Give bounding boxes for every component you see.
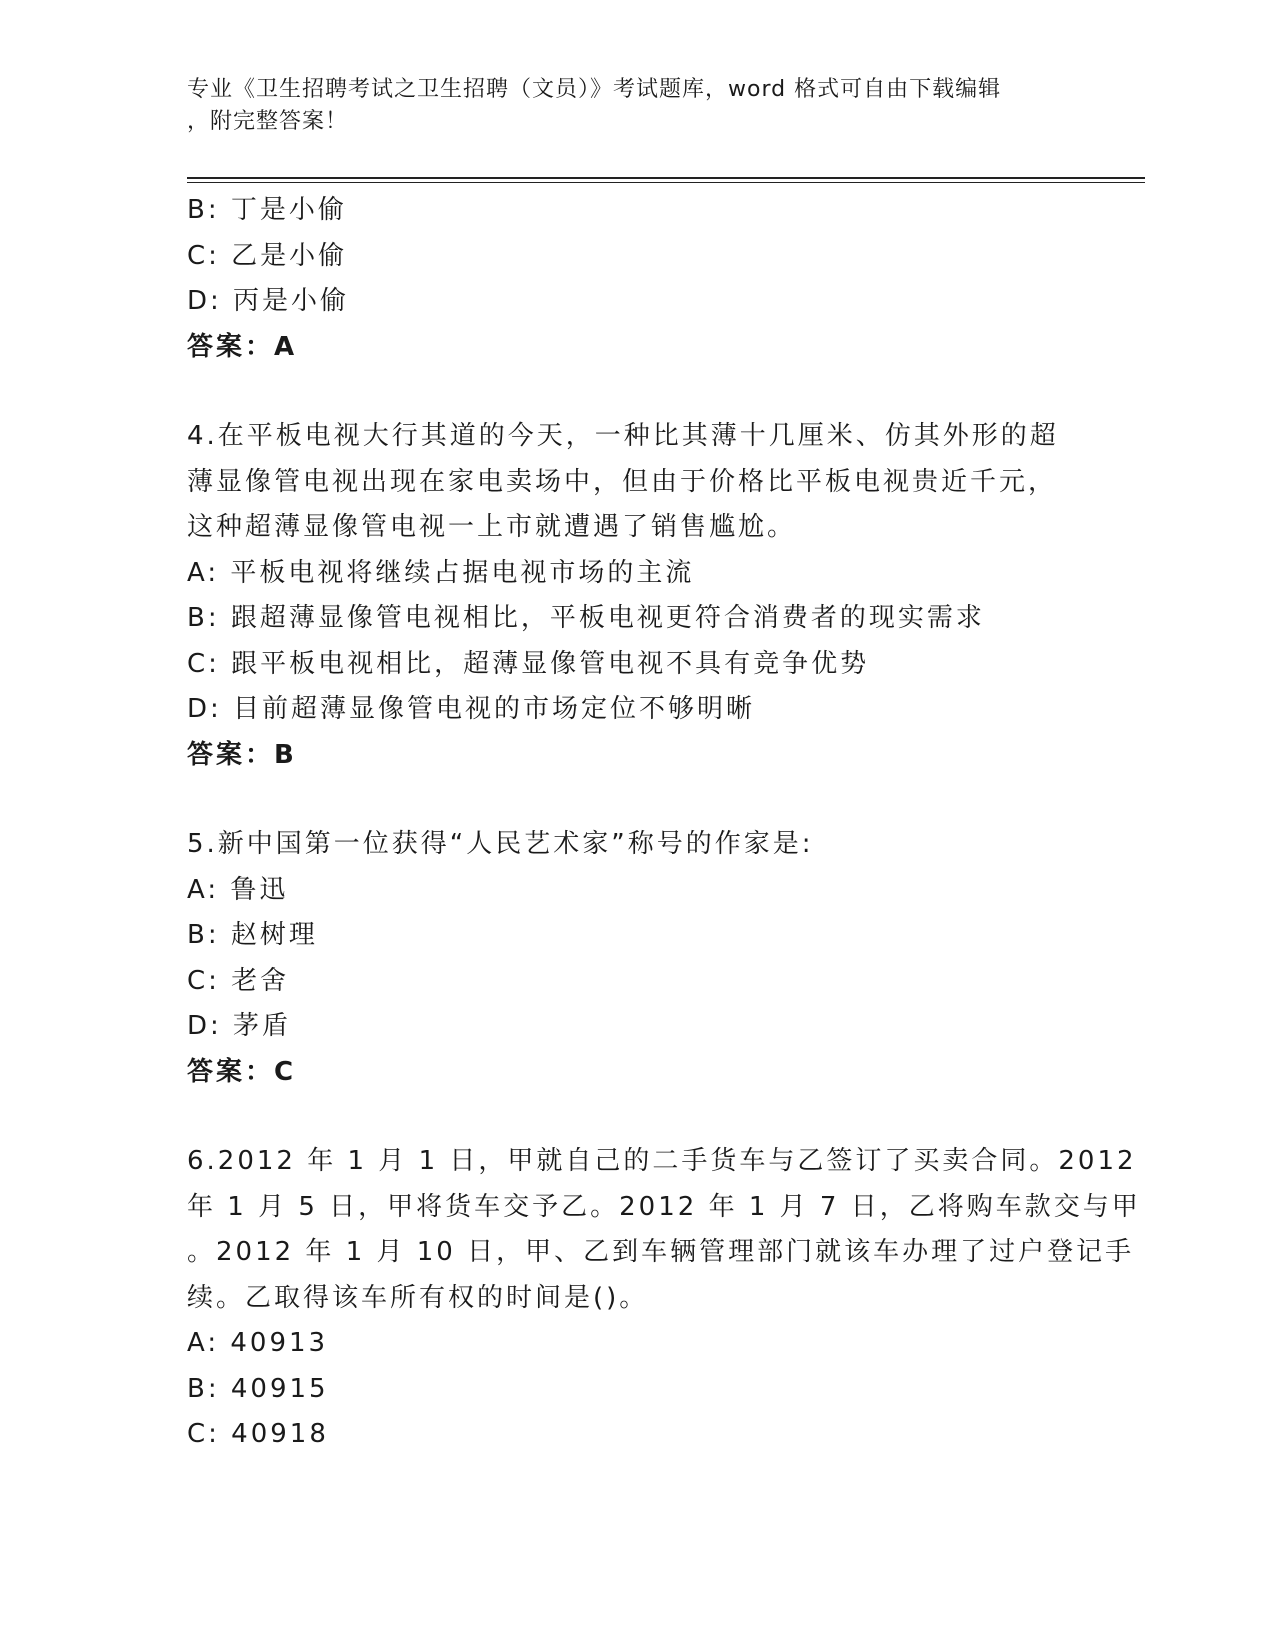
question-6: [187, 1139, 1141, 1458]
question-3: [187, 188, 1087, 370]
option-a: A: 平板电视将继续占据电视市场的主流: [187, 557, 695, 588]
header-line-2: ，附完整答案！: [187, 109, 349, 134]
option-d: D: 丙是小偷: [187, 286, 350, 316]
question-stem-line: 这种超薄显像管电视一上市就遭遇了销售尴尬。: [187, 512, 797, 542]
header-divider-thin: [187, 182, 1145, 183]
question-stem-line: 。2012 年 1 月 10 日，甲、乙到车辆管理部门就该车办理了过户登记手: [187, 1237, 1135, 1267]
question-stem-line: 薄显像管电视出现在家电卖场中，但由于价格比平板电视贵近千元，: [187, 466, 1058, 497]
option-b: B: 跟超薄显像管电视相比，平板电视更符合消费者的现实需求: [187, 603, 985, 633]
option-b: B: 40915: [187, 1373, 329, 1404]
option-b: B: 赵树理: [187, 920, 318, 950]
answer-line: 答案：B: [187, 739, 297, 770]
question-4: [187, 414, 1087, 778]
answer-line: 答案：C: [187, 1056, 297, 1087]
question-stem-line: 续。乙取得该车所有权的时间是()。: [187, 1282, 649, 1313]
header-line-1: 专业《卫生招聘考试之卫生招聘（文员）》考试题库，word 格式可自由下载编辑: [187, 77, 1002, 102]
option-c: C: 40918: [187, 1419, 329, 1449]
question-stem-line: 年 1 月 5 日，甲将货车交予乙。2012 年 1 月 7 日，乙将购车款交与甲: [187, 1191, 1141, 1222]
question-list: [187, 188, 1141, 1458]
document-header: [187, 74, 1087, 138]
option-c: C: 跟平板电视相比，超薄显像管电视不具有竞争优势: [187, 648, 870, 679]
header-divider: [187, 177, 1145, 179]
option-d: D: 茅盾: [187, 1011, 292, 1041]
question-stem-line: 6.2012 年 1 月 1 日，甲就自己的二手货车与乙签订了买卖合同。2012: [187, 1146, 1137, 1176]
option-a: A: 40913: [187, 1328, 329, 1358]
question-stem-line: 4.在平板电视大行其道的今天，一种比其薄十几厘米、仿其外形的超: [187, 421, 1059, 451]
option-d: D: 目前超薄显像管电视的市场定位不够明晰: [187, 694, 756, 724]
option-c: C: 乙是小偷: [187, 240, 348, 271]
question-stem-line: 5.新中国第一位获得“人民艺术家”称号的作家是:: [187, 829, 814, 859]
answer-line: 答案：A: [187, 331, 298, 362]
option-c: C: 老舍: [187, 965, 290, 996]
option-a: A: 鲁迅: [187, 874, 289, 905]
question-5: [187, 822, 1087, 1095]
option-b: B: 丁是小偷: [187, 195, 347, 225]
